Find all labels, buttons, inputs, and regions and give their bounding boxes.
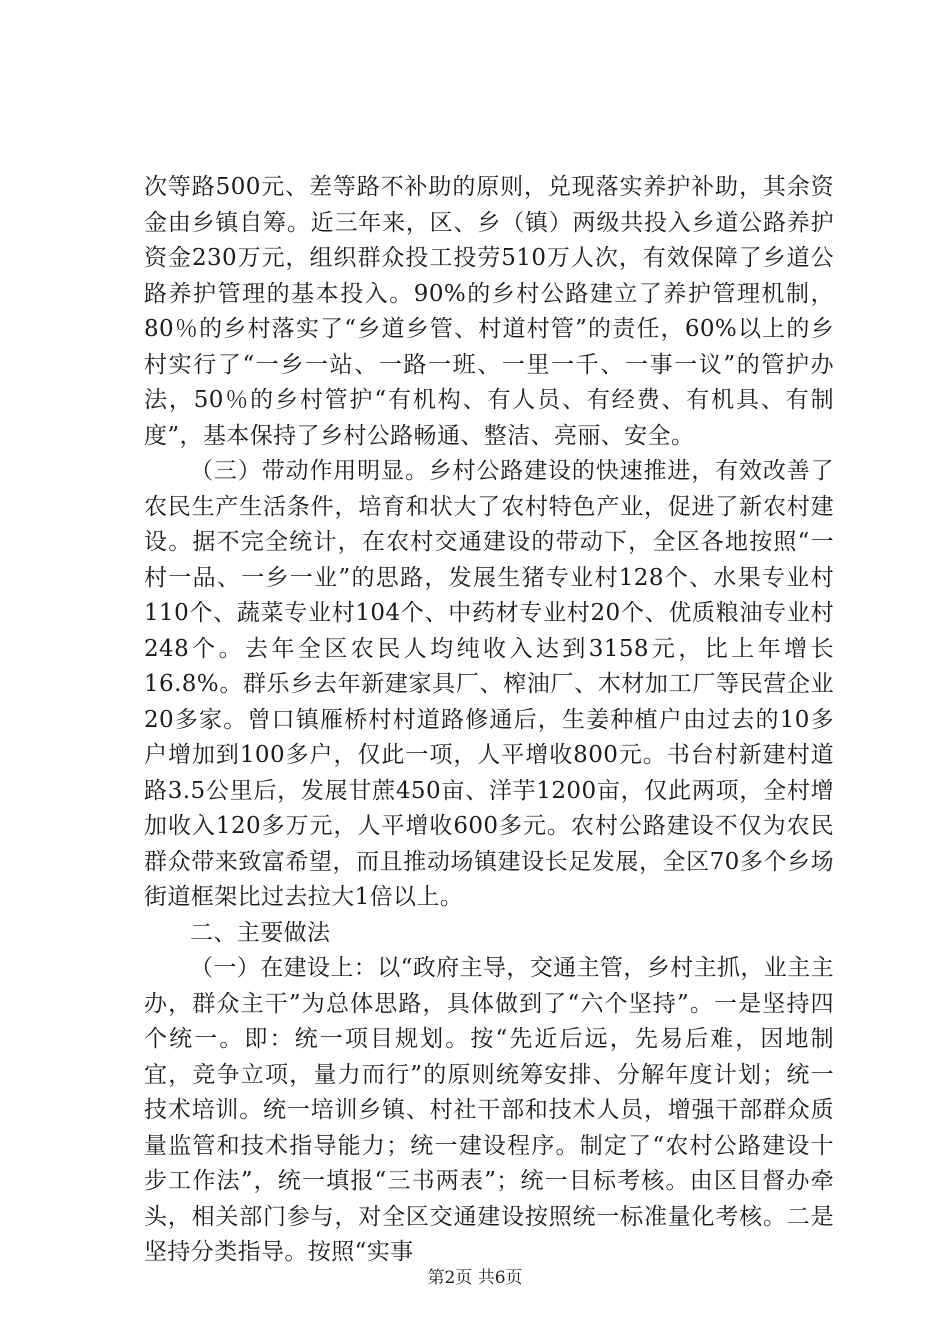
section-heading: 二、主要做法 — [190, 919, 331, 946]
paragraph-1: 次等路500元、差等路不补助的原则，兑现落实养护补助，其余资金由乡镇自筹。近三年来，区、乡（镇）两级共投入乡道公路养护资金230万元，组织群众投工投劳510万人次，有效保障了乡道公路养护管理的基本投入。90%的乡村公路建立了养护管理机制，80％的乡村落实了“乡道乡管、村道村管”的责任，60%以上的乡村实行了“一乡一站、一路一班、一里一千、一事一议”的管护办法，50％的乡村管护“有机构、有人员、有经费、有机具、有制度”，基本保持了乡村公路畅通、整洁、亮丽、安全。 — [144, 174, 834, 449]
document-body — [144, 170, 834, 1271]
paragraph-3: （一）在建设上：以“政府主导，交通主管，乡村主抓，业主主办，群众主干”为总体思路，具体做到了“六个坚持”。一是坚持四个统一。即：统一项目规划。按“先近后远，先易后难，因地制宜，竞争立项，量力而行”的原则统筹安排、分解年度计划；统一技术培训。统一培训乡镇、村社干部和技术人员，增强干部群众质量监管和技术指导能力；统一建设程序。制定了“农村公路建设十步工作法”，统一填报“三书两表”；统一目标考核。由区目督办牵头，相关部门参与，对全区交通建设按照统一标准量化考核。二是坚持分类指导。按照“实事 — [144, 955, 834, 1265]
page-number-footer: 第2页 共6页 — [427, 1268, 523, 1288]
paragraph-2: （三）带动作用明显。乡村公路建设的快速推进，有效改善了农民生产生活条件，培育和状大了农村特色产业，促进了新农村建设。据不完全统计，在农村交通建设的带动下，全区各地按照“一村一品、一乡一业”的思路，发展生猪专业村128个、水果专业村110个、蔬菜专业村104个、中药材专业村20个、优质粮油专业村248个。去年全区农民人均纯收入达到3158元，比上年增长16.8%。群乐乡去年新建家具厂、榨油厂、木材加工厂等民营企业20多家。曾口镇雁桥村村道路修通后，生姜种植户由过去的10多户增加到100多户，仅此一项，人平增收800元。书台村新建村道路3.5公里后，发展甘蔗450亩、洋芋1200亩，仅此两项，全村增加收入120多万元，人平增收600多元。农村公路建设不仅为农民群众带来致富希望，而且推动场镇建设长足发展，全区70多个乡场街道框架比过去拉大1倍以上。 — [144, 458, 834, 910]
